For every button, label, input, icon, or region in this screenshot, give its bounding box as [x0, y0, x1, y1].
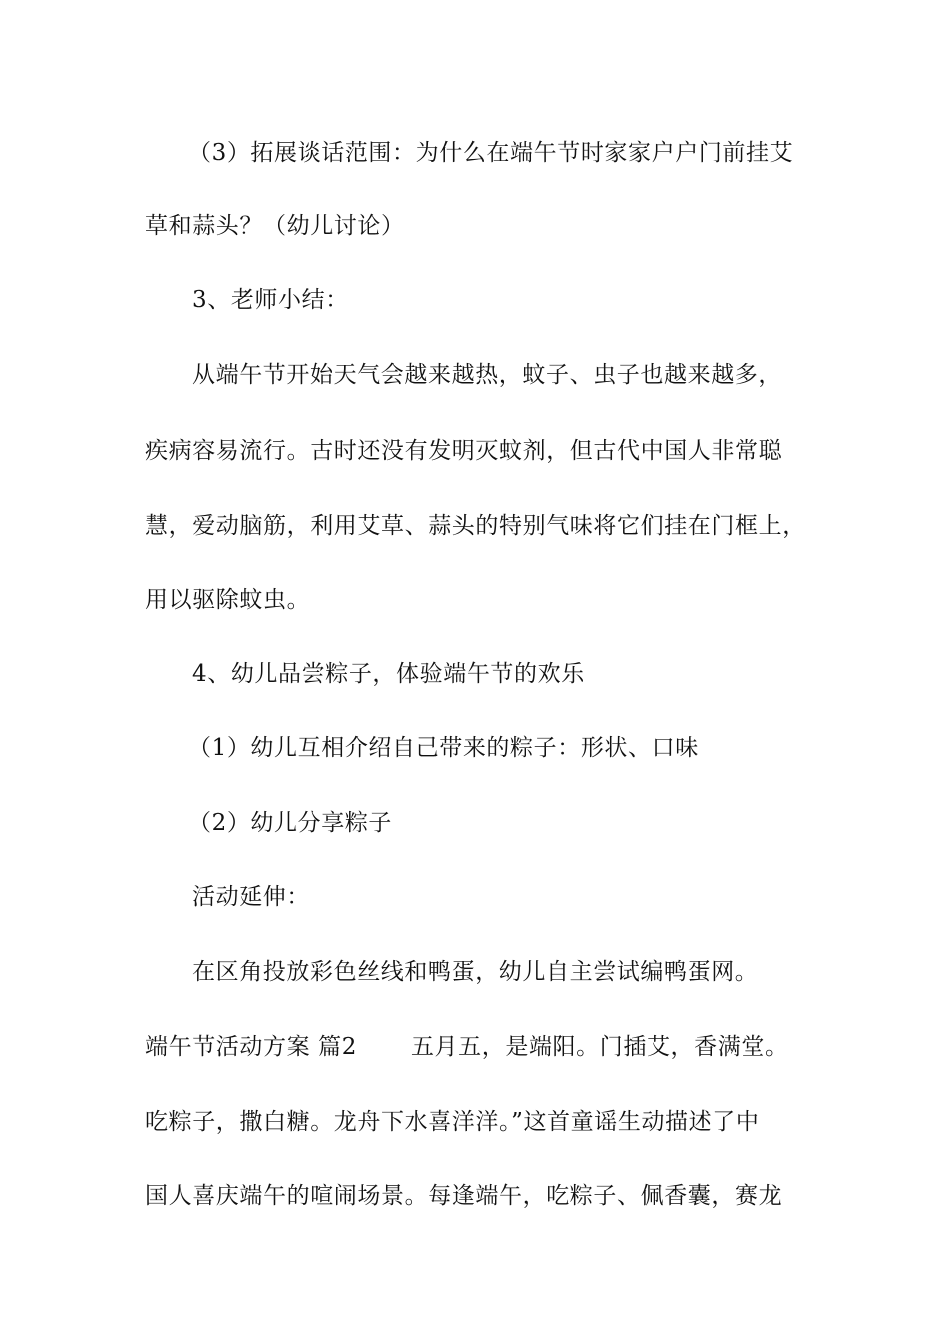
section-heading: 4、幼儿品尝粽子，体验端午节的欢乐	[192, 661, 585, 687]
paragraph-line: （3）拓展谈话范围：为什么在端午节时家家户户门前挂艾	[188, 140, 794, 166]
paragraph-line: 在区角投放彩色丝线和鸭蛋，幼儿自主尝试编鸭蛋网。	[192, 959, 759, 985]
paragraph-line: 疾病容易流行。古时还没有发明灭蚊剂，但古代中国人非常聪	[145, 438, 783, 464]
paragraph-line: 用以驱除蚊虫。	[145, 587, 311, 613]
paragraph-line: 吃粽子，撒白糖。龙舟下水喜洋洋。”这首童谣生动描述了中	[145, 1109, 760, 1135]
section-heading: 活动延伸：	[192, 884, 310, 910]
document-section-title: 端午节活动方案 篇2	[145, 1034, 357, 1060]
paragraph-line: 草和蒜头？（幼儿讨论）	[145, 213, 405, 239]
paragraph-line: 国人喜庆端午的喧闹场景。每逢端午，吃粽子、佩香囊，赛龙	[145, 1183, 783, 1209]
list-item: （1）幼儿互相介绍自己带来的粽子：形状、口味	[188, 735, 699, 761]
section-heading: 3、老师小结：	[192, 287, 349, 313]
heading-line	[145, 1032, 789, 1062]
paragraph-text: 五月五，是端阳。门插艾，香满堂。	[410, 1034, 789, 1060]
paragraph-line: 慧，爱动脑筋，利用艾草、蒜头的特别气味将它们挂在门框上，	[145, 513, 806, 539]
paragraph-line: 从端午节开始天气会越来越热，蚊子、虫子也越来越多，	[192, 362, 782, 388]
list-item: （2）幼儿分享粽子	[188, 810, 393, 836]
